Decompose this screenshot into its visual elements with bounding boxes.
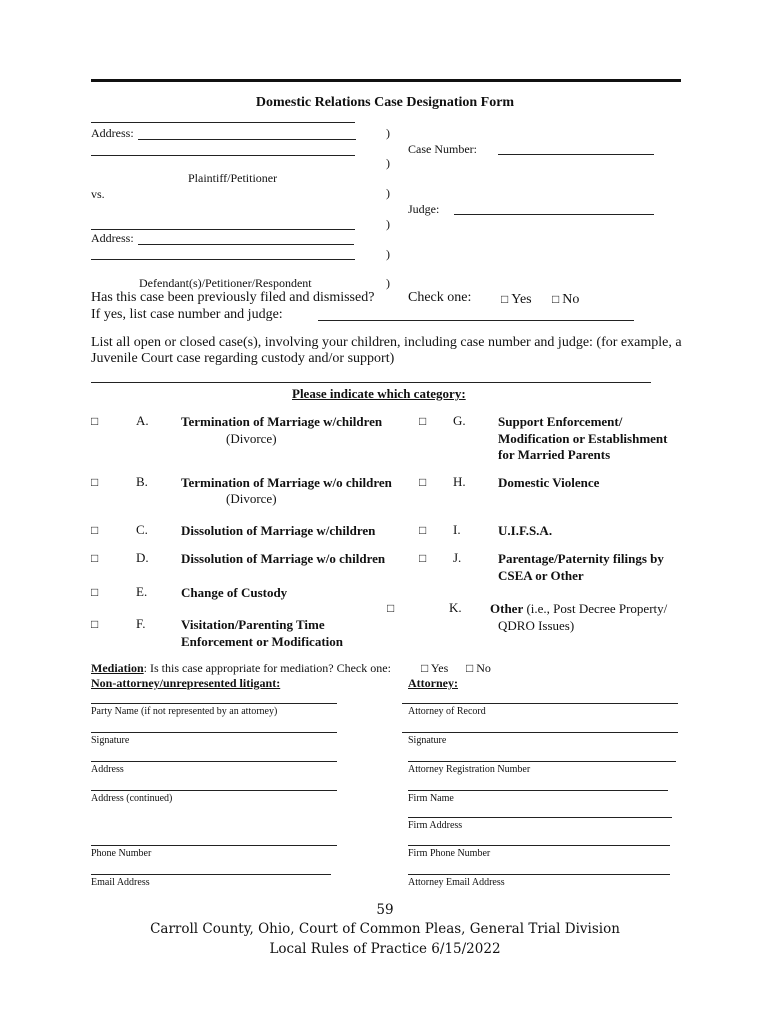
litigant-phone-line[interactable] bbox=[91, 845, 337, 846]
category-g-label: Support Enforcement/ bbox=[498, 414, 623, 429]
category-j-letter: J. bbox=[453, 550, 462, 565]
vs-label: vs. bbox=[91, 187, 105, 201]
attorney-heading: Attorney: bbox=[408, 676, 458, 690]
category-f-checkbox[interactable]: □ bbox=[91, 617, 99, 631]
caption-paren: ) bbox=[386, 276, 390, 290]
header-rule bbox=[91, 79, 681, 82]
if-yes-label: If yes, list case number and judge: bbox=[91, 307, 283, 322]
previously-filed-question: Has this case been previously filed and dismissed? bbox=[91, 290, 375, 305]
category-b-sub: (Divorce) bbox=[226, 491, 277, 506]
list-cases-line[interactable] bbox=[91, 382, 651, 383]
category-a-checkbox[interactable]: □ bbox=[91, 414, 99, 428]
category-j-label: Parentage/Paternity filings by bbox=[498, 551, 664, 566]
category-g-line-3: for Married Parents bbox=[498, 447, 611, 462]
category-c-checkbox[interactable]: □ bbox=[91, 523, 99, 537]
attorney-email-label: Attorney Email Address bbox=[408, 877, 505, 888]
category-j-checkbox[interactable]: □ bbox=[419, 551, 427, 565]
attorney-registration-label: Attorney Registration Number bbox=[408, 764, 531, 775]
category-g-line-2: Modification or Establishment bbox=[498, 431, 668, 446]
form-title: Domestic Relations Case Designation Form bbox=[255, 95, 515, 110]
attorney-of-record-line[interactable] bbox=[402, 703, 678, 704]
litigant-email-line[interactable] bbox=[91, 874, 331, 875]
category-k-checkbox[interactable]: □ bbox=[387, 601, 395, 615]
category-b-letter: B. bbox=[136, 474, 148, 489]
category-k-label: Other (i.e., Post Decree Property/ bbox=[490, 601, 668, 616]
category-g-checkbox[interactable]: □ bbox=[419, 414, 427, 428]
category-h-letter: H. bbox=[453, 474, 466, 489]
list-cases-line-2: Juvenile Court case regarding custody and/or support) bbox=[91, 351, 395, 366]
firm-phone-label: Firm Phone Number bbox=[408, 848, 491, 859]
previously-filed-yes-checkbox[interactable]: □ Yes bbox=[501, 292, 532, 307]
litigant-address-continued-label: Address (continued) bbox=[91, 793, 173, 804]
category-d-letter: D. bbox=[136, 550, 149, 565]
caption-paren: ) bbox=[386, 217, 390, 231]
judge-line[interactable] bbox=[454, 214, 654, 215]
attorney-registration-line[interactable] bbox=[408, 761, 676, 762]
judge-label: Judge: bbox=[408, 202, 440, 216]
category-e-checkbox[interactable]: □ bbox=[91, 585, 99, 599]
if-yes-line[interactable] bbox=[318, 320, 634, 321]
category-d-label: Dissolution of Marriage w/o children bbox=[181, 551, 386, 566]
category-j-line-2: CSEA or Other bbox=[498, 568, 584, 583]
footer-court: Carroll County, Ohio, Court of Common Pleas, General Trial Division bbox=[150, 921, 620, 937]
firm-name-line[interactable] bbox=[408, 790, 668, 791]
category-a-letter: A. bbox=[136, 413, 149, 428]
litigant-address-line[interactable] bbox=[91, 761, 337, 762]
category-heading: Please indicate which category: bbox=[292, 386, 466, 401]
firm-address-label: Firm Address bbox=[408, 820, 463, 831]
defendant-address-label: Address: bbox=[91, 231, 134, 245]
attorney-signature-label: Signature bbox=[408, 735, 447, 746]
category-d-checkbox[interactable]: □ bbox=[91, 551, 99, 565]
category-f-letter: F. bbox=[136, 616, 146, 631]
defendant-address-line-2[interactable] bbox=[91, 259, 355, 260]
litigant-heading: Non-attorney/unrepresented litigant: bbox=[91, 676, 281, 690]
footer-rules: Local Rules of Practice 6/15/2022 bbox=[269, 941, 501, 957]
litigant-address-continued-line[interactable] bbox=[91, 790, 337, 791]
category-a-label: Termination of Marriage w/children bbox=[181, 414, 383, 429]
page-number: 59 bbox=[376, 902, 394, 918]
party-name-label: Party Name (if not represented by an attorney) bbox=[91, 706, 278, 717]
plaintiff-address-line[interactable] bbox=[138, 139, 356, 140]
caption-paren: ) bbox=[386, 126, 390, 140]
category-e-label: Change of Custody bbox=[181, 585, 288, 600]
check-one-label: Check one: bbox=[408, 290, 472, 305]
plaintiff-name-line[interactable] bbox=[91, 122, 355, 123]
case-number-line[interactable] bbox=[498, 154, 654, 155]
category-i-letter: I. bbox=[453, 522, 461, 537]
defendant-label: Defendant(s)/Petitioner/Respondent bbox=[139, 276, 312, 290]
defendant-name-line[interactable] bbox=[91, 229, 355, 230]
plaintiff-address-line-2[interactable] bbox=[91, 155, 355, 156]
category-a-sub: (Divorce) bbox=[226, 431, 277, 446]
category-e-letter: E. bbox=[136, 584, 148, 599]
mediation-no-checkbox[interactable]: □ No bbox=[466, 661, 491, 675]
firm-name-label: Firm Name bbox=[408, 793, 454, 804]
caption-paren: ) bbox=[386, 247, 390, 261]
attorney-email-line[interactable] bbox=[408, 874, 670, 875]
category-b-checkbox[interactable]: □ bbox=[91, 475, 99, 489]
party-name-line[interactable] bbox=[91, 703, 337, 704]
mediation-yes-checkbox[interactable]: □ Yes bbox=[421, 661, 449, 675]
firm-address-line[interactable] bbox=[408, 817, 672, 818]
category-h-label: Domestic Violence bbox=[498, 475, 600, 490]
category-g-letter: G. bbox=[453, 413, 466, 428]
previously-filed-no-checkbox[interactable]: □ No bbox=[552, 292, 580, 307]
attorney-of-record-label: Attorney of Record bbox=[408, 706, 486, 717]
caption-paren: ) bbox=[386, 186, 390, 200]
list-cases-line-1: List all open or closed case(s), involving your children, including case number and judge: (for example, a bbox=[91, 335, 682, 350]
plaintiff-label: Plaintiff/Petitioner bbox=[188, 171, 278, 185]
category-c-letter: C. bbox=[136, 522, 148, 537]
defendant-address-line[interactable] bbox=[138, 244, 354, 245]
caption-paren: ) bbox=[386, 156, 390, 170]
case-number-label: Case Number: bbox=[408, 142, 477, 156]
firm-phone-line[interactable] bbox=[408, 845, 670, 846]
category-f-sub: Enforcement or Modification bbox=[181, 634, 343, 649]
litigant-signature-line[interactable] bbox=[91, 732, 337, 733]
category-f-label: Visitation/Parenting Time bbox=[181, 617, 325, 632]
category-b-label: Termination of Marriage w/o children bbox=[181, 475, 392, 490]
category-i-checkbox[interactable]: □ bbox=[419, 523, 427, 537]
mediation-question: Mediation: Is this case appropriate for mediation? Check one: bbox=[91, 661, 391, 675]
litigant-email-label: Email Address bbox=[91, 877, 150, 888]
category-c-label: Dissolution of Marriage w/children bbox=[181, 523, 376, 538]
plaintiff-address-label: Address: bbox=[91, 126, 134, 140]
litigant-address-label: Address bbox=[91, 764, 124, 775]
litigant-phone-label: Phone Number bbox=[91, 848, 152, 859]
category-k-letter: K. bbox=[449, 600, 462, 615]
category-h-checkbox[interactable]: □ bbox=[419, 475, 427, 489]
category-i-label: U.I.F.S.A. bbox=[498, 523, 553, 538]
litigant-signature-label: Signature bbox=[91, 735, 130, 746]
category-k-line-2: QDRO Issues) bbox=[498, 618, 575, 633]
attorney-signature-line[interactable] bbox=[402, 732, 678, 733]
